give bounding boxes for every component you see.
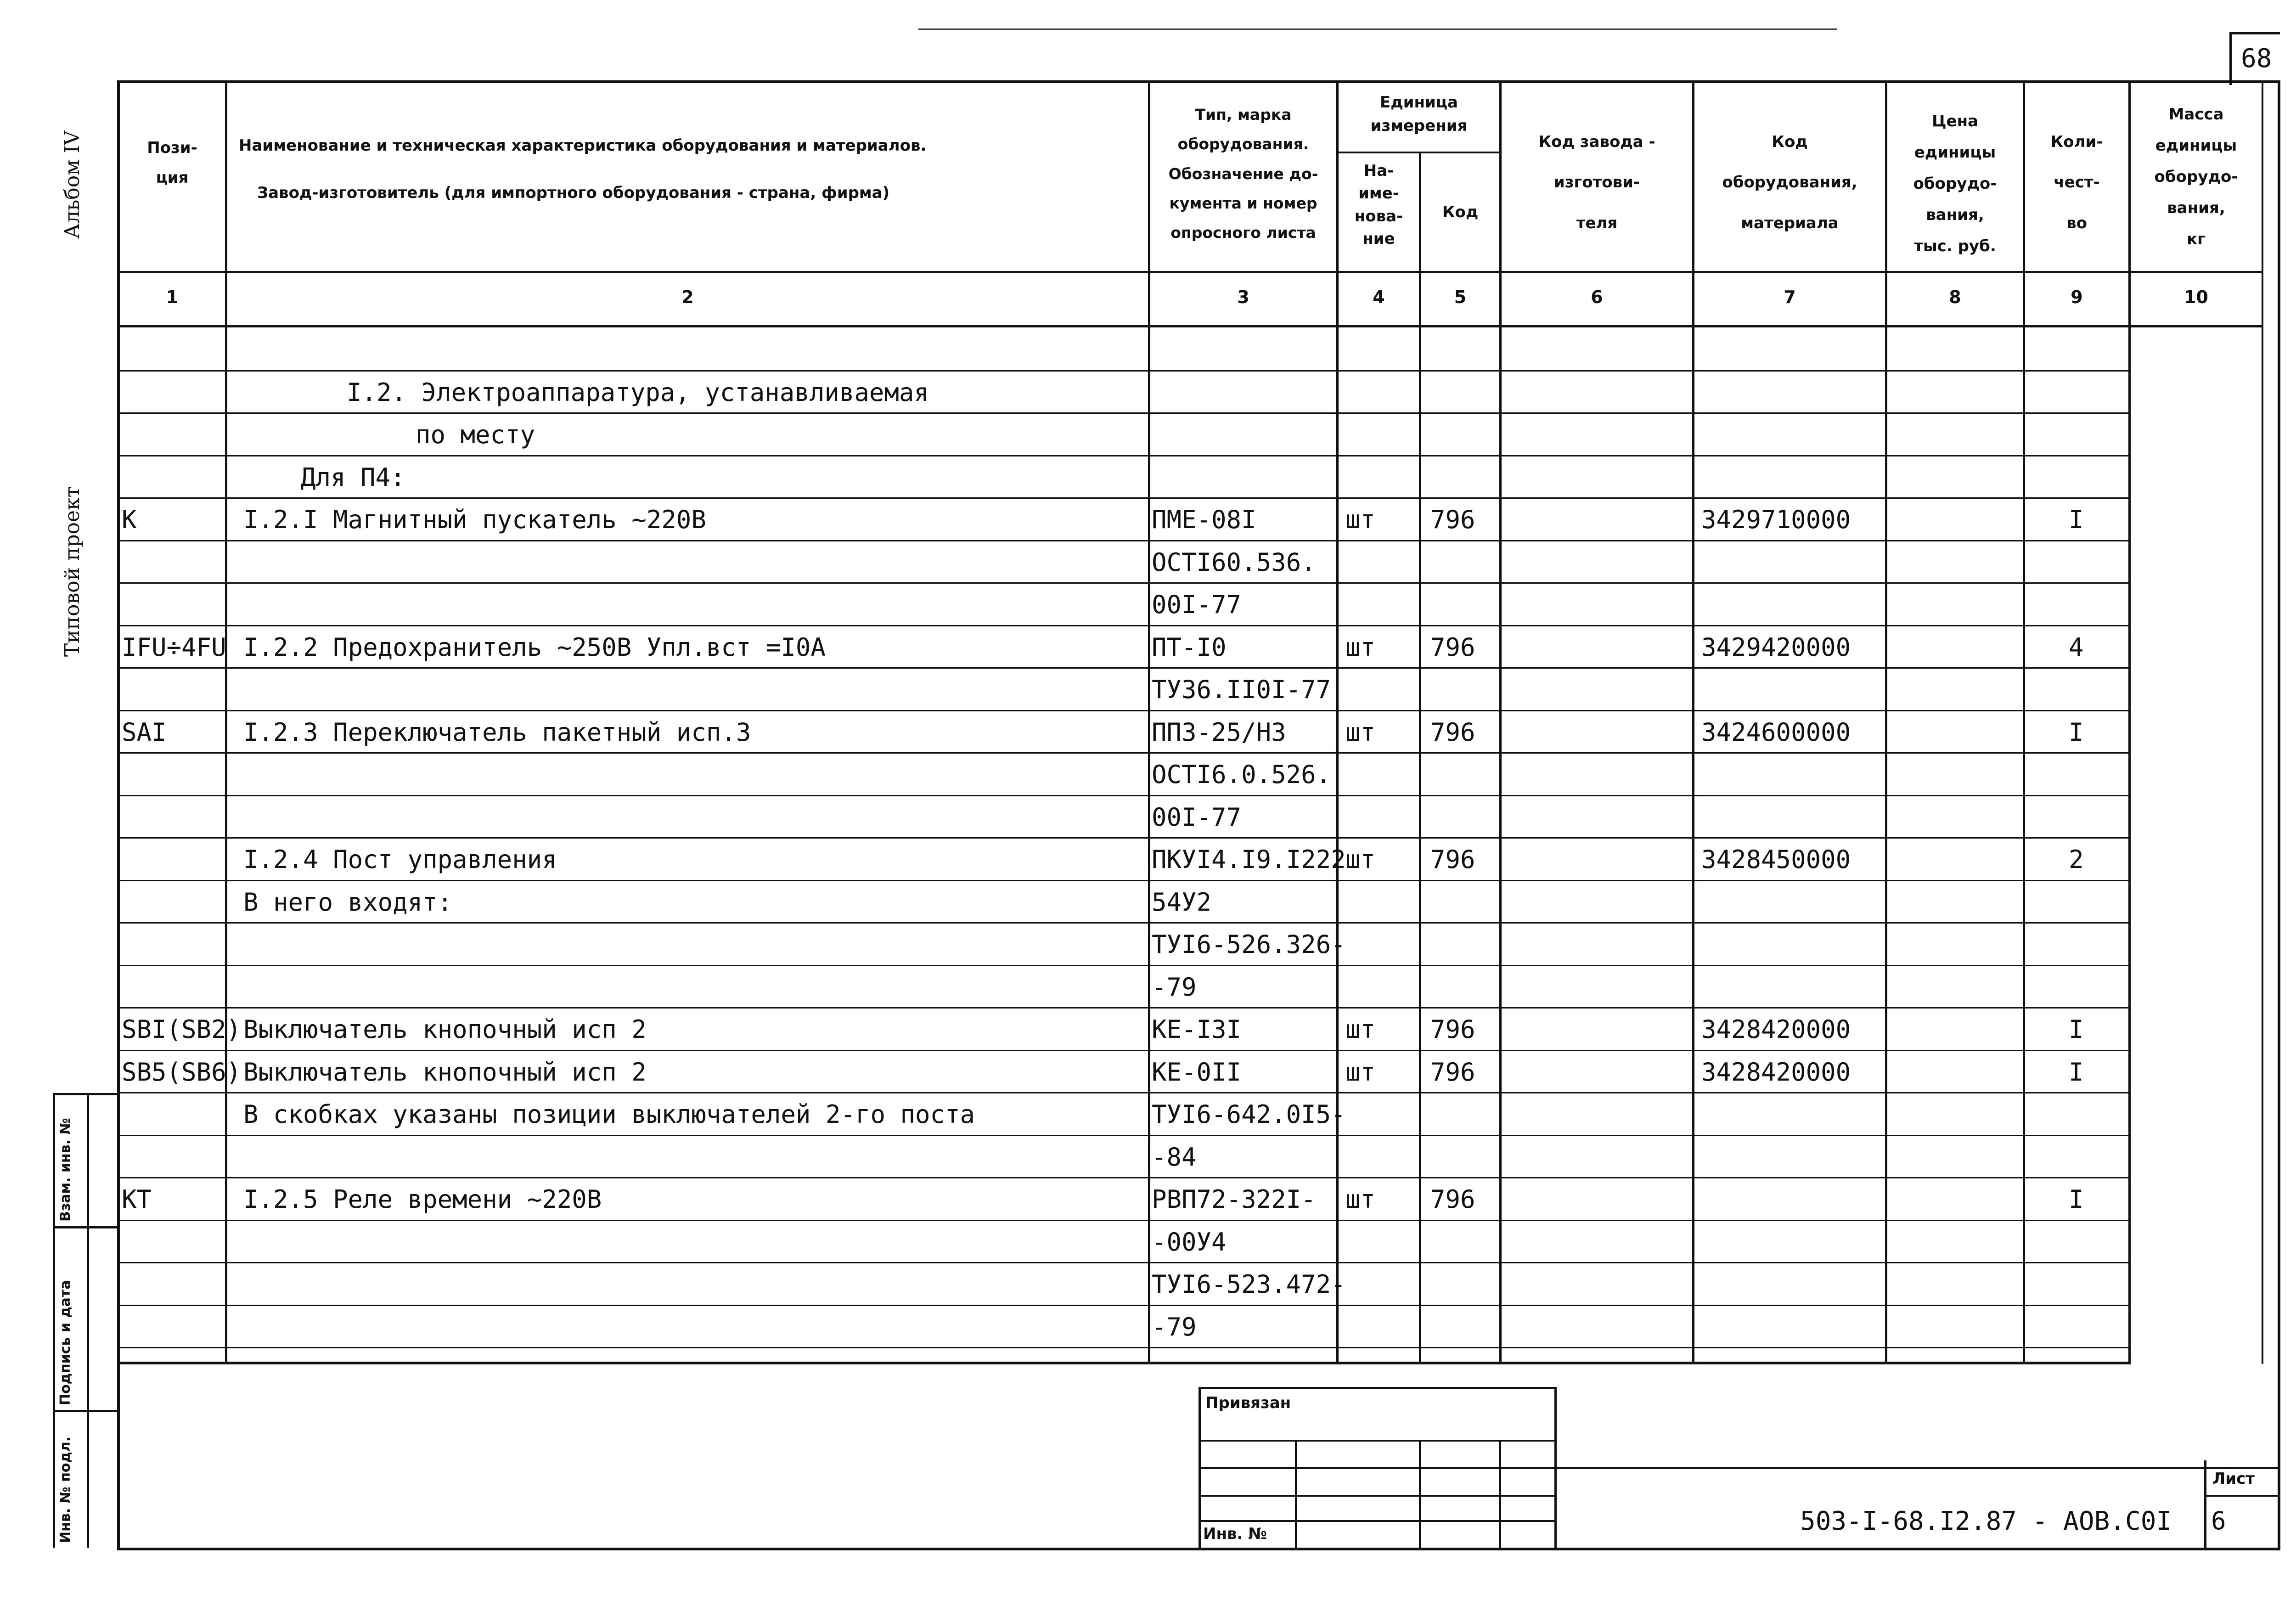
header-position: Пози- ция <box>147 139 197 187</box>
row-type: ПМЕ-08I <box>1152 505 1256 534</box>
row-unit-name: шт <box>1345 845 1376 874</box>
col-divider-3 <box>1336 80 1339 1364</box>
col-divider-1 <box>225 80 227 1364</box>
colnum-9: 9 <box>2071 287 2083 307</box>
header-name-line1: Наименование и техническая характеристика оборудования и материалов. <box>239 136 927 155</box>
row-rule <box>117 1347 2131 1348</box>
row-type: КЕ-I3I <box>1152 1015 1242 1044</box>
row-type: 00I-77 <box>1152 803 1242 832</box>
row-type: ПКУI4.I9.I222 <box>1152 845 1346 874</box>
unit-group-rule <box>1336 152 1502 153</box>
row-rule <box>117 1007 2131 1008</box>
col-divider-9 <box>2128 80 2131 1364</box>
row-equipment-code: 3429710000 <box>1701 505 1851 534</box>
row-position: SAI <box>122 718 167 747</box>
row-rule <box>117 582 2131 584</box>
row-rule <box>117 795 2131 796</box>
row-name: I.2.I Магнитный пускатель ~220В <box>243 505 706 534</box>
row-rule <box>117 1262 2131 1263</box>
attach-box-top <box>1199 1387 1557 1389</box>
row-rule <box>117 880 2131 881</box>
stamp-sign-date: Подпись и дата <box>57 1280 73 1405</box>
row-type: -79 <box>1152 1313 1197 1341</box>
row-equipment-code: 3428420000 <box>1701 1015 1851 1044</box>
row-rule <box>117 1305 2131 1306</box>
row-rule <box>117 667 2131 669</box>
sheet-value: 6 <box>2211 1506 2226 1535</box>
col-divider-2 <box>1148 80 1150 1364</box>
inv-label: Инв. № <box>1203 1525 1267 1543</box>
row-rule <box>117 625 2131 626</box>
row-rule <box>117 710 2131 711</box>
attach-row-1 <box>1199 1440 1557 1442</box>
stamp-inv-no: Инв. № подл. <box>57 1436 73 1543</box>
sheet-number-box-left <box>2229 32 2232 85</box>
row-type: ТУI6-523.472- <box>1152 1270 1346 1299</box>
row-unit-name: шт <box>1345 1015 1376 1044</box>
row-quantity: I <box>2069 1015 2084 1044</box>
row-type: ТУI6-526.326- <box>1152 930 1346 959</box>
row-rule <box>117 370 2131 372</box>
top-rule <box>918 28 1837 30</box>
row-type: КЕ-0II <box>1152 1058 1242 1087</box>
column-number-rule <box>117 325 2262 327</box>
header-unit-group: Единица измерения <box>1370 93 1468 135</box>
row-quantity: 2 <box>2069 845 2084 874</box>
document-code: 503-I-68.I2.87 - АОВ.С0I <box>1800 1506 2172 1536</box>
row-rule <box>117 412 2131 414</box>
row-name: В скобках указаны позиции выключателей 2-го поста <box>243 1100 975 1129</box>
album-label: Альбом IV <box>61 130 84 239</box>
row-rule <box>117 965 2131 966</box>
frame-right <box>2278 80 2280 1550</box>
attach-row-2 <box>1199 1467 1557 1469</box>
stamp-inner-line <box>87 1093 89 1548</box>
stamp-swap-inv: Взам. инв. № <box>57 1118 73 1222</box>
attach-row-4 <box>1199 1520 1557 1522</box>
colnum-4: 4 <box>1373 287 1385 307</box>
row-equipment-code: 3429420000 <box>1701 633 1851 662</box>
col-divider-4 <box>1419 152 1421 1364</box>
row-name: I.2.5 Реле времени ~220В <box>243 1185 602 1214</box>
stamp-divider-2 <box>53 1410 117 1412</box>
header-bottom-rule <box>117 271 2262 273</box>
row-type: 00I-77 <box>1152 590 1242 619</box>
row-unit-name: шт <box>1345 505 1376 534</box>
col-divider-10 <box>2262 80 2263 1364</box>
project-label: Типовой проект <box>61 486 84 657</box>
header-type: Тип, марка оборудования. Обозначение до- кумента и номер опросного листа <box>1168 106 1318 242</box>
row-position: K <box>122 505 137 534</box>
attached-label: Привязан <box>1205 1394 1291 1412</box>
colnum-1: 1 <box>166 287 179 307</box>
row-name: I.2.4 Пост управления <box>243 845 557 874</box>
sheet-number: 68 <box>2241 44 2272 73</box>
row-name: по месту <box>416 420 535 449</box>
row-rule <box>117 1220 2131 1221</box>
title-block-rule <box>1554 1467 2280 1469</box>
row-type: ТУI6-642.0I5- <box>1152 1100 1346 1129</box>
stamp-border-left <box>53 1093 55 1548</box>
row-type: -84 <box>1152 1143 1197 1172</box>
header-quantity: Коли- чест- во <box>2050 133 2103 232</box>
header-equipment-code: Код оборудования, материала <box>1722 133 1857 232</box>
row-rule <box>117 752 2131 754</box>
header-name-line2: Завод-изготовитель (для импортного оборудования - страна, фирма) <box>257 184 890 202</box>
row-unit-code: 796 <box>1430 505 1475 534</box>
row-unit-code: 796 <box>1430 718 1475 747</box>
col-divider-5 <box>1499 80 1502 1364</box>
sheet-number-box-top <box>2229 32 2280 34</box>
colnum-6: 6 <box>1591 287 1603 307</box>
row-type: РВП72-322I- <box>1152 1185 1316 1214</box>
header-plant-code: Код завода - изготови- теля <box>1538 133 1655 232</box>
row-quantity: I <box>2069 505 2084 534</box>
colnum-10: 10 <box>2184 287 2208 307</box>
header-price: Цена единицы оборудо- вания, тыс. руб. <box>1913 112 1997 255</box>
row-quantity: 4 <box>2069 633 2084 662</box>
row-type: ОСТI6.0.526. <box>1152 760 1331 789</box>
row-rule <box>117 455 2131 456</box>
row-position: SBI(SB2) <box>122 1015 242 1044</box>
sheet-cell-divider <box>2204 1495 2280 1497</box>
row-unit-code: 796 <box>1430 1015 1475 1044</box>
row-equipment-code: 3428450000 <box>1701 845 1851 874</box>
row-type: -79 <box>1152 973 1197 1002</box>
row-unit-code: 796 <box>1430 1185 1475 1214</box>
row-name: Для П4: <box>301 463 405 492</box>
row-unit-name: шт <box>1345 1058 1376 1087</box>
row-quantity: I <box>2069 1058 2084 1087</box>
row-name: Выключатель кнопочный исп 2 <box>243 1058 647 1087</box>
header-mass: Масса единицы оборудо- вания, кг <box>2154 105 2238 248</box>
row-type: -00У4 <box>1152 1228 1227 1256</box>
row-position: KT <box>122 1185 152 1214</box>
row-rule <box>117 540 2131 541</box>
row-rule <box>117 922 2131 924</box>
row-name: Выключатель кнопочный исп 2 <box>243 1015 647 1044</box>
col-divider-6 <box>1692 80 1694 1364</box>
col-divider-7 <box>1885 80 1887 1364</box>
stamp-divider-1 <box>53 1226 117 1228</box>
row-rule <box>117 1177 2131 1178</box>
col-divider-8 <box>2023 80 2025 1364</box>
attach-col-1 <box>1295 1440 1297 1550</box>
attach-row-3 <box>1199 1495 1557 1497</box>
header-unit-code: Код <box>1442 203 1479 221</box>
row-unit-name: шт <box>1345 633 1376 662</box>
table-bottom-rule <box>117 1362 2131 1364</box>
row-rule <box>117 1092 2131 1093</box>
row-unit-code: 796 <box>1430 1058 1475 1087</box>
frame-top <box>117 80 2280 83</box>
row-type: ПТ-I0 <box>1152 633 1227 662</box>
row-quantity: I <box>2069 718 2084 747</box>
attach-col-3 <box>1499 1440 1501 1550</box>
row-name: I.2.2 Предохранитель ~250В Упл.вст =I0А <box>243 633 826 662</box>
row-rule <box>117 497 2131 499</box>
row-name: I.2. Электроаппаратура, устанавливаемая <box>347 378 929 407</box>
sheet-label: Лист <box>2212 1470 2255 1488</box>
row-unit-code: 796 <box>1430 845 1475 874</box>
row-unit-code: 796 <box>1430 633 1475 662</box>
colnum-2: 2 <box>681 287 694 307</box>
row-equipment-code: 3424600000 <box>1701 718 1851 747</box>
row-rule <box>117 837 2131 839</box>
row-quantity: I <box>2069 1185 2084 1214</box>
row-rule <box>117 1135 2131 1136</box>
row-type: ТУ36.II0I-77 <box>1152 675 1331 704</box>
colnum-8: 8 <box>1949 287 1961 307</box>
colnum-5: 5 <box>1454 287 1467 307</box>
row-unit-name: шт <box>1345 718 1376 747</box>
attach-col-2 <box>1419 1440 1421 1550</box>
row-type: 54У2 <box>1152 888 1212 917</box>
row-position: IFU÷4FU <box>122 633 226 662</box>
sheet-cell-left <box>2204 1460 2206 1550</box>
row-unit-name: шт <box>1345 1185 1376 1214</box>
colnum-7: 7 <box>1784 287 1796 307</box>
row-type: ОСТI60.536. <box>1152 548 1316 577</box>
row-rule <box>117 1050 2131 1051</box>
row-name: В него входят: <box>243 888 453 917</box>
header-unit-name: На- име- нова- ние <box>1354 162 1403 248</box>
row-position: SB5(SB6) <box>122 1058 242 1087</box>
row-type: ПП3-25/Н3 <box>1152 718 1286 747</box>
stamp-border-top <box>53 1093 117 1095</box>
row-name: I.2.3 Переключатель пакетный исп.3 <box>243 718 751 747</box>
colnum-3: 3 <box>1237 287 1249 307</box>
row-equipment-code: 3428420000 <box>1701 1058 1851 1087</box>
